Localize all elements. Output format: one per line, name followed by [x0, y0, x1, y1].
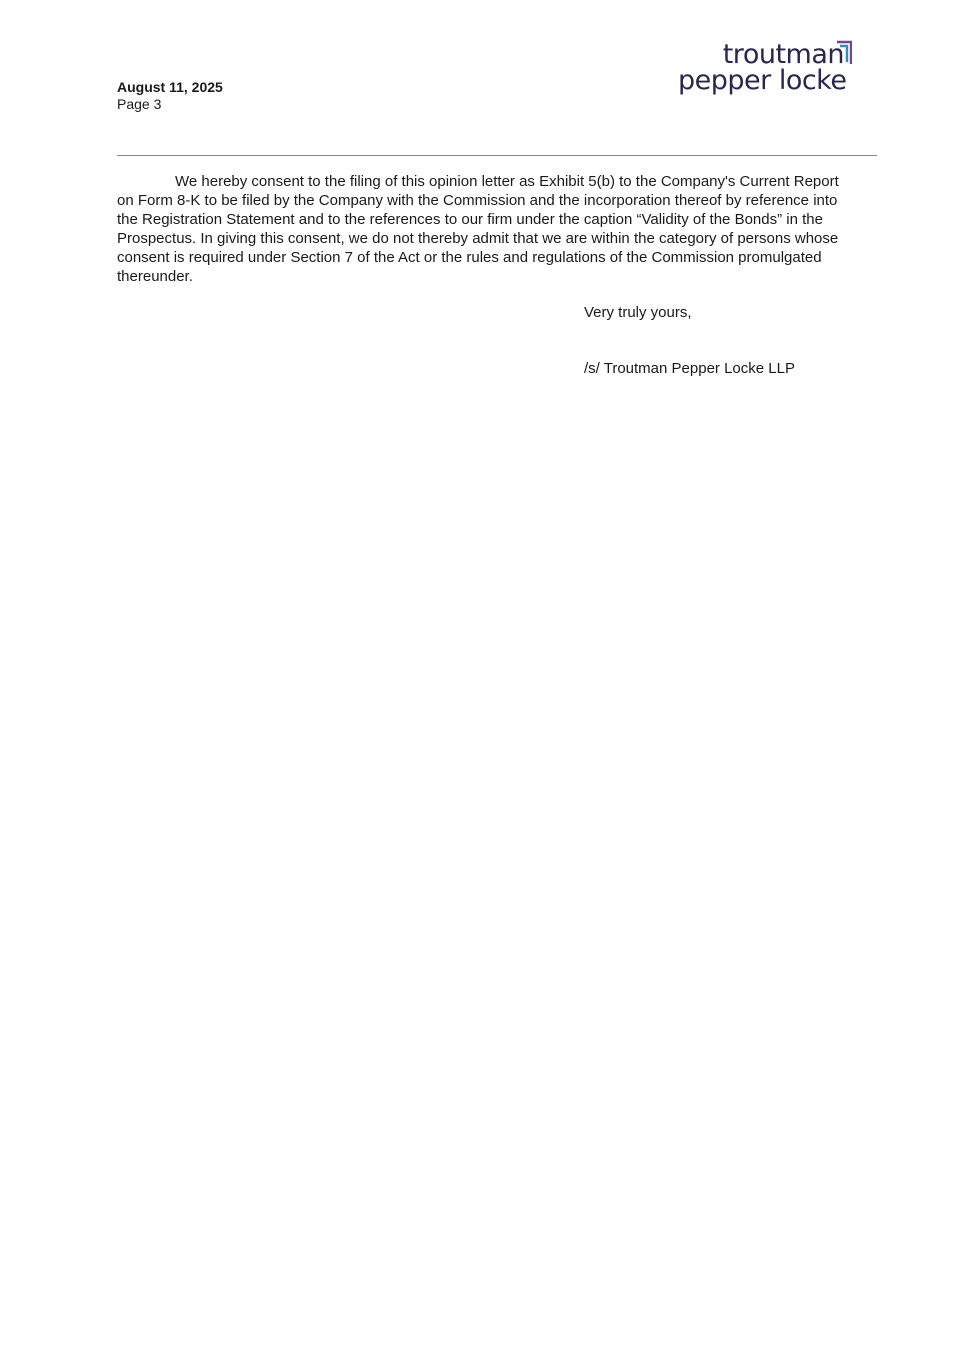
consent-paragraph: We hereby consent to the filing of this opinion letter as Exhibit 5(b) to the Company's Current Report on Form 8-K to be filed by the Company with the Commission and the incorporation thereof by reference into the Registration Statement and to the references to our firm under the caption “Validity of the Bonds” in the Prospectus. In giving this consent, we do not thereby admit that we are within the category of persons whose consent is required under Section 7 of the Act or the rules and regulations of the Commission promulgated thereunder.: [117, 173, 839, 285]
header-divider: [117, 155, 877, 156]
closing-salutation: Very truly yours,: [584, 304, 692, 321]
signature-line: /s/ Troutman Pepper Locke LLP: [584, 360, 795, 377]
firm-logo: [676, 40, 856, 102]
letter-date: August 11, 2025: [117, 79, 223, 95]
page-number: Page 3: [117, 96, 162, 112]
logo-mark-icon: [836, 40, 852, 66]
logo-text-line2: pepper locke: [678, 65, 847, 96]
logo-text-line1: troutman: [722, 39, 844, 70]
